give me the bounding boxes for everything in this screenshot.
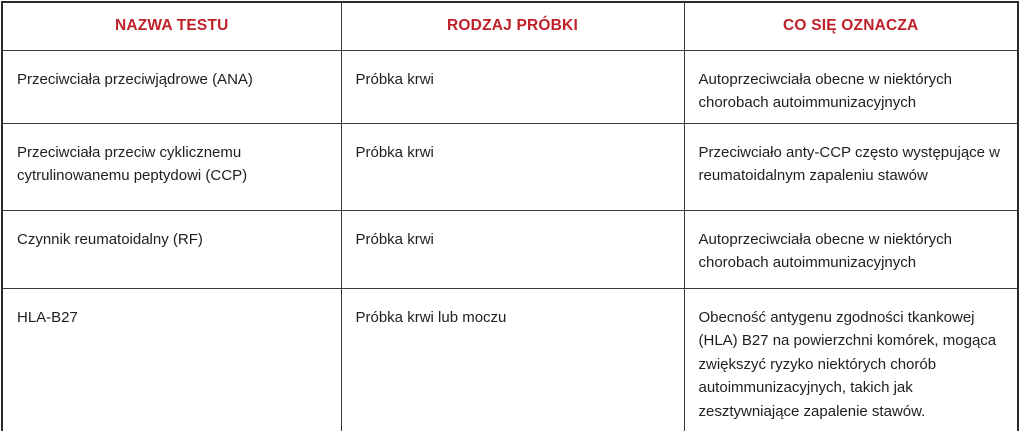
cell-meaning: Autoprzeciwciała obecne w niektórych chorobach autoimmunizacyjnych xyxy=(684,50,1018,123)
table-row xyxy=(2,50,1018,123)
cell-sample-type: Próbka krwi xyxy=(341,123,684,210)
cell-test-name: Czynnik reumatoidalny (RF) xyxy=(2,210,341,288)
table-header-row xyxy=(2,2,1018,50)
cell-test-name: HLA-B27 xyxy=(2,288,341,431)
lab-tests-table xyxy=(1,1,1019,431)
cell-meaning: Autoprzeciwciała obecne w niektórych chorobach autoimmunizacyjnych xyxy=(684,210,1018,288)
cell-sample-type: Próbka krwi xyxy=(341,50,684,123)
header-what-is-determined: CO SIĘ OZNACZA xyxy=(684,2,1018,50)
cell-test-name: Przeciwciała przeciwjądrowe (ANA) xyxy=(2,50,341,123)
table-row xyxy=(2,210,1018,288)
header-sample-type: RODZAJ PRÓBKI xyxy=(341,2,684,50)
cell-meaning: Przeciwciało anty-CCP często występujące w reumatoidalnym zapaleniu stawów xyxy=(684,123,1018,210)
cell-sample-type: Próbka krwi xyxy=(341,210,684,288)
cell-test-name: Przeciwciała przeciw cyklicznemu cytrulinowanemu peptydowi (CCP) xyxy=(2,123,341,210)
table-row xyxy=(2,288,1018,431)
header-test-name: NAZWA TESTU xyxy=(2,2,341,50)
table-row xyxy=(2,123,1018,210)
cell-sample-type: Próbka krwi lub moczu xyxy=(341,288,684,431)
cell-meaning: Obecność antygenu zgodności tkankowej (HLA) B27 na powierzchni komórek, mogąca zwiększyć ryzyko niektórych chorób autoimmunizacyjnych, takich jak zesztywniające zapalenie stawów. xyxy=(684,288,1018,431)
